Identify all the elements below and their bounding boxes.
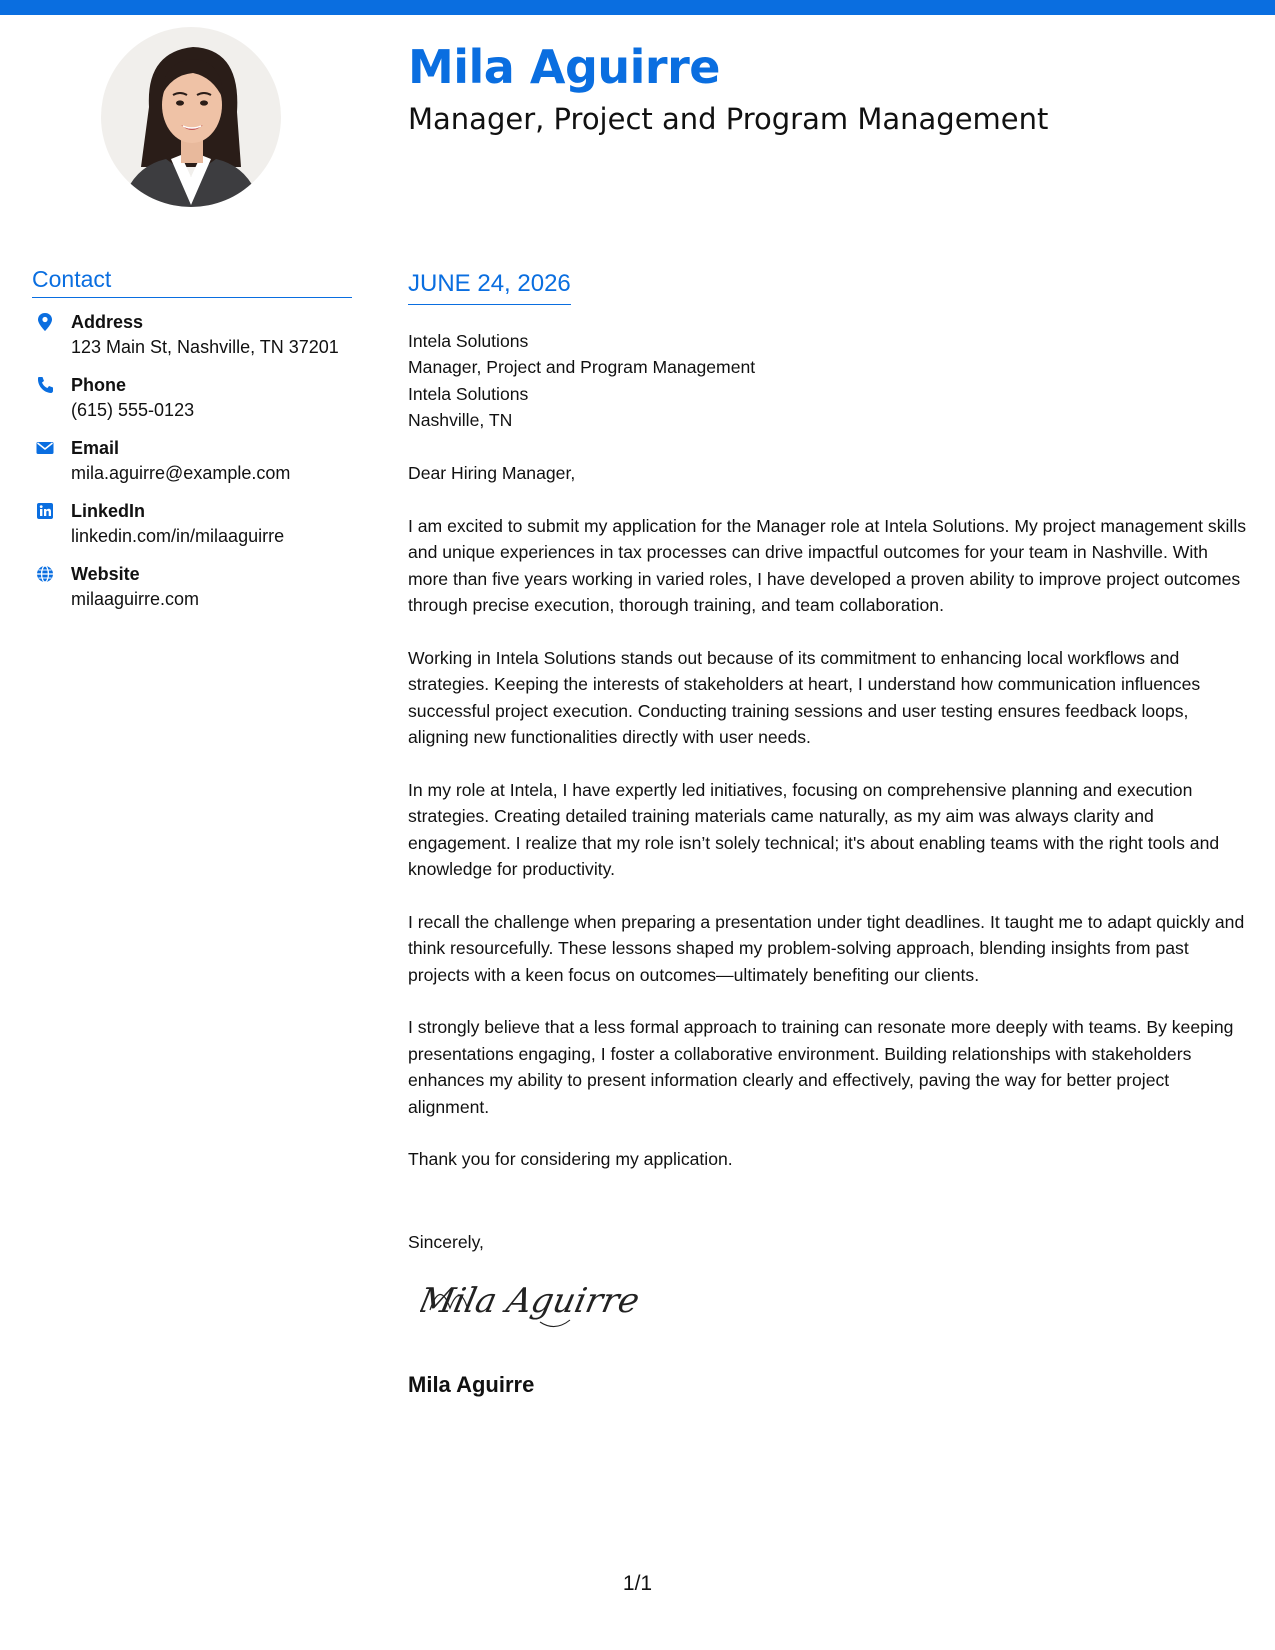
contact-item-linkedin bbox=[32, 499, 362, 562]
contact-item-phone bbox=[32, 373, 362, 436]
profile-photo bbox=[101, 27, 281, 207]
contact-list bbox=[32, 310, 362, 625]
contact-label: LinkedIn bbox=[71, 501, 146, 521]
letter-paragraph: I am excited to submit my application for the Manager role at Intela Solutions. My project management skills and unique experiences in tax processes can drive impactful outcomes for your team in Nashville. With more than five years working in varied roles, I have developed a proven ability to improve project outcomes through precise execution, thorough training, and team collaboration. bbox=[408, 515, 1247, 616]
contact-value: linkedin.com/in/milaaguirre bbox=[71, 526, 285, 546]
candidate-name: Mila Aguirre bbox=[408, 40, 720, 94]
location-pin-icon bbox=[36, 312, 54, 332]
handwritten-signature bbox=[420, 1270, 680, 1340]
letter-body bbox=[408, 328, 1248, 1199]
recipient-line: Manager, Project and Program Management bbox=[408, 357, 756, 378]
salutation: Dear Hiring Manager, bbox=[408, 463, 576, 484]
letter-paragraph: I strongly believe that a less formal approach to training can resonate more deeply with teams. By keeping presentations engaging, I foster a collaborative environment. Building relationships with stakeholders enhances my ability to present information clearly and effectively, paving the way for better project alignment. bbox=[408, 1017, 1234, 1117]
contact-label: Email bbox=[71, 438, 120, 458]
recipient-line: Intela Solutions bbox=[408, 331, 529, 351]
phone-icon bbox=[36, 375, 54, 395]
recipient-line: Nashville, TN bbox=[408, 410, 513, 431]
candidate-title: Manager, Project and Program Management bbox=[408, 102, 1049, 136]
contact-value: 123 Main St, Nashville, TN 37201 bbox=[71, 337, 339, 357]
contact-item-email bbox=[32, 436, 362, 499]
contact-label: Address bbox=[71, 312, 144, 332]
contact-heading: Contact bbox=[32, 266, 352, 298]
linkedin-icon bbox=[36, 501, 54, 521]
globe-icon bbox=[36, 564, 54, 584]
letter-date: JUNE 24, 2026 bbox=[408, 270, 571, 305]
contact-item-website bbox=[32, 562, 362, 625]
closing: Sincerely, bbox=[408, 1232, 484, 1252]
recipient-line: Intela Solutions bbox=[408, 383, 529, 404]
letter-paragraph: I recall the challenge when preparing a presentation under tight deadlines. It taught me to adapt quickly and think resourcefully. These lessons shaped my problem-solving approach, blending insights from past projects with a keen focus on outcomes—ultimately benefiting our clients. bbox=[408, 911, 1245, 985]
contact-value: (615) 555-0123 bbox=[71, 400, 195, 420]
contact-item-address bbox=[32, 310, 362, 373]
contact-label: Phone bbox=[71, 375, 127, 395]
letter-paragraph: Working in Intela Solutions stands out because of its commitment to enhancing local workflows and strategies. Keeping the interests of stakeholders at heart, I understand how communication influences successful project execution. Conducting training sessions and user testing ensures feedback loops, aligning new functionalities directly with user needs. bbox=[408, 647, 1201, 748]
contact-value: mila.aguirre@example.com bbox=[71, 463, 291, 483]
envelope-icon bbox=[36, 438, 54, 458]
letter-paragraph: Thank you for considering my application. bbox=[408, 1149, 733, 1170]
recipient-block bbox=[408, 328, 1248, 434]
contact-value: milaaguirre.com bbox=[71, 589, 200, 609]
signature-script: Mila Aguirre bbox=[420, 1281, 643, 1321]
signed-name: Mila Aguirre bbox=[408, 1372, 535, 1397]
contact-label: Website bbox=[71, 564, 140, 584]
top-accent-bar bbox=[0, 0, 1275, 15]
page-number: 1/1 bbox=[622, 1572, 653, 1595]
letter-paragraph: In my role at Intela, I have expertly led initiatives, focusing on comprehensive planning and execution strategies. Creating detailed training materials came naturally, as my aim was always clarity and engagement. I realize that my role isn’t solely technical; it's about enabling teams with the right tools and knowledge for productivity. bbox=[408, 779, 1220, 880]
